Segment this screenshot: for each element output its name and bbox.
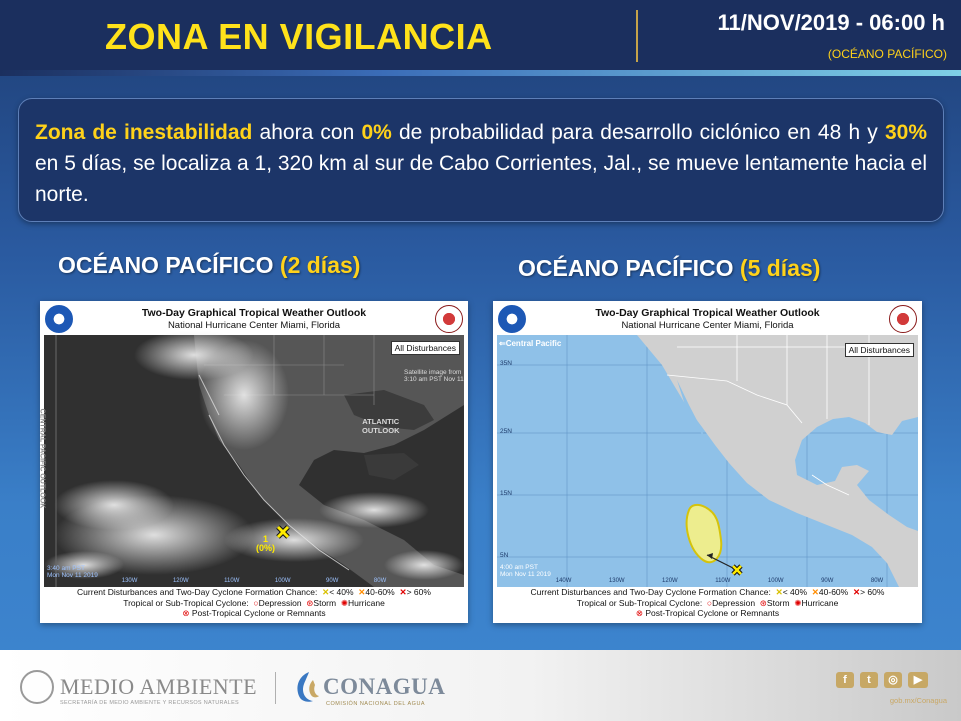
longitude-label: 110W (224, 578, 240, 584)
central-pacific-outlook-label: CENTRAL PACIFIC OUTLOOK (38, 408, 46, 509)
disturbance-marker-icon[interactable] (278, 527, 288, 537)
youtube-icon[interactable]: ▶ (908, 672, 928, 688)
legend-low: < 40% (782, 587, 808, 597)
summary-highlight-5d: 30% (884, 121, 927, 144)
legend-row-formation (497, 587, 918, 598)
hurricane-icon: ✺ (791, 597, 802, 608)
depression-icon: ○ (704, 597, 713, 608)
outlook-map (497, 335, 918, 587)
map-header (493, 301, 922, 335)
depression-icon: ○ (251, 597, 259, 608)
ministry-subtitle: SECRETARÍA DE MEDIO AMBIENTE Y RECURSOS NATURALES (60, 700, 240, 706)
agency-subtitle: COMISIÓN NACIONAL DEL AGUA (326, 701, 426, 707)
legend-post-tropical: Post-Tropical Cyclone or Remnants (645, 608, 780, 618)
map-title: Two-Day Graphical Tropical Weather Outlook (595, 307, 820, 319)
satellite-image (38, 335, 464, 587)
post-tropical-icon: ⊗ (635, 608, 646, 618)
legend-label: Current Disturbances and Two-Day Cyclone Formation Chance: (530, 587, 771, 597)
longitude-label: 90W (821, 578, 834, 584)
longitude-label: 100W (274, 578, 291, 584)
legend-high: > 60% (406, 587, 431, 597)
header-accent-line (0, 70, 961, 76)
longitude-labels (497, 578, 918, 584)
legend-row-cyclone (44, 598, 464, 609)
latitude-label: 25N (500, 428, 512, 435)
footer-divider (275, 672, 276, 704)
atlantic-outlook-label (362, 417, 400, 435)
longitude-label: 110W (715, 578, 731, 584)
footer (0, 650, 961, 721)
longitude-label: 80W (870, 578, 884, 584)
low-chance-icon: ✕ (319, 587, 330, 597)
noaa-logo-icon (45, 305, 73, 333)
storm-icon: ⊛ (757, 597, 767, 608)
disturbance-number: 1 (263, 534, 269, 544)
mid-chance-icon: ✕ (809, 587, 819, 597)
satellite-image-graphic (44, 335, 464, 587)
map-title: Two-Day Graphical Tropical Weather Outlook (141, 307, 367, 319)
facebook-icon[interactable]: f (836, 672, 854, 688)
post-tropical-icon: ⊗ (182, 608, 192, 618)
summary-text: de probabilidad para desarrollo ciclónico en 48 h y (391, 121, 885, 144)
longitude-labels (44, 578, 464, 584)
summary-highlight-48h: 0% (361, 121, 392, 144)
legend-hurricane: Hurricane (801, 597, 839, 608)
map-time-line: Mon Nov 11 2019 (47, 572, 98, 579)
legend-depression: Depression (712, 597, 756, 608)
outlook-map-graphic (497, 335, 918, 587)
longitude-label: 130W (121, 578, 138, 584)
atlantic-outlook-line: ATLANTIC (362, 417, 400, 426)
legend-storm: Storm (766, 597, 790, 608)
legend-label: Current Disturbances and Two-Day Cyclone Formation Chance: (77, 587, 318, 597)
summary-text: ahora con (252, 121, 362, 144)
map-time-line: Mon Nov 11 2019 (500, 571, 551, 578)
panel-title-period: (2 días) (279, 252, 361, 278)
longitude-label: 80W (373, 578, 387, 584)
legend-row-post-tropical (497, 608, 918, 619)
ministry-name: MEDIO AMBIENTE (60, 674, 258, 699)
disturbance-label (256, 535, 275, 553)
mexico-emblem-icon (20, 670, 54, 704)
header-divider (636, 10, 638, 62)
summary-highlight-zone: Zona de inestabilidad (35, 121, 253, 144)
panel-title-5-days (518, 255, 820, 282)
agency-name: CONAGUA (323, 674, 446, 699)
legend-low: < 40% (329, 587, 354, 597)
latitude-label: 15N (500, 490, 512, 497)
latitude-label: 5N (500, 552, 509, 559)
outlook-map-2-days (40, 301, 468, 623)
disturbance-chance: (0%) (256, 543, 276, 553)
legend-label: Tropical or Sub-Tropical Cyclone: (123, 597, 249, 608)
legend-hurricane: Hurricane (347, 597, 385, 608)
legend-mid: 40-60% (818, 587, 849, 597)
central-pacific-link[interactable]: ⇐Central Pacific (499, 339, 562, 348)
map-time-line: 4:00 am PST (500, 564, 538, 571)
map-time-line: 3:40 am PST (47, 565, 85, 572)
bulletin-datetime: 11/NOV/2019 - 06:00 h (717, 10, 945, 35)
legend-post-tropical: Post-Tropical Cyclone or Remnants (191, 608, 326, 618)
legend-storm: Storm (313, 597, 337, 608)
map-subtitle: National Hurricane Center Miami, Florida (167, 320, 341, 331)
basin-label: (OCÉANO PACÍFICO) (827, 47, 947, 61)
longitude-label: 120W (172, 578, 189, 584)
high-chance-icon: ✕ (850, 587, 861, 597)
mid-chance-icon: ✕ (355, 587, 366, 597)
legend-depression: Depression (258, 597, 302, 608)
map-timestamp (500, 564, 551, 578)
noaa-logo-icon (498, 305, 526, 333)
longitude-label: 90W (326, 578, 339, 584)
all-disturbances-button[interactable]: All Disturbances (391, 341, 460, 355)
legend-label: Tropical or Sub-Tropical Cyclone: (576, 597, 703, 608)
longitude-label: 130W (608, 578, 625, 584)
legend-row-cyclone (497, 598, 918, 609)
panel-title-main: OCÉANO PACÍFICO (518, 255, 734, 281)
longitude-label: 100W (767, 578, 784, 584)
longitude-label: 120W (662, 578, 678, 584)
legend-high: > 60% (860, 587, 885, 597)
atlantic-outlook-line: OUTLOOK (362, 426, 400, 435)
map-legend (497, 587, 918, 619)
high-chance-icon: ✕ (397, 587, 407, 597)
map-timestamp (47, 565, 98, 579)
instagram-icon[interactable]: ◎ (884, 672, 902, 688)
satellite-note-line: Satellite image from (404, 369, 462, 376)
website-link[interactable]: gob.mx/Conagua (889, 696, 947, 705)
map-legend (44, 587, 464, 619)
longitude-label: 140W (555, 578, 572, 584)
map-subtitle: National Hurricane Center Miami, Florida (621, 320, 794, 331)
legend-row-post-tropical (44, 608, 464, 619)
disturbance-marker-icon[interactable] (733, 566, 741, 574)
panel-title-main: OCÉANO PACÍFICO (58, 252, 274, 278)
satellite-note-line: 3:10 am PST Nov 11 (404, 376, 464, 383)
low-chance-icon: ✕ (773, 587, 783, 597)
page-title: ZONA EN VIGILANCIA (105, 16, 493, 57)
conagua-logo-icon (291, 670, 321, 704)
satellite-note (404, 369, 464, 383)
summary-text: en 5 días, se localiza a 1, 320 km al sur de Cabo Corrientes, Jal., se mueve lentamente hacia el norte. (35, 152, 927, 206)
panel-title-period: (5 días) (739, 255, 821, 281)
nws-logo-icon (435, 305, 463, 333)
latitude-label: 35N (500, 360, 512, 367)
all-disturbances-button[interactable]: All Disturbances (845, 343, 914, 357)
panel-title-2-days (58, 252, 360, 279)
storm-icon: ⊛ (303, 597, 314, 608)
twitter-icon[interactable]: t (860, 672, 878, 688)
legend-mid: 40-60% (365, 587, 395, 597)
map-header (40, 301, 468, 335)
nws-logo-icon (889, 305, 917, 333)
outlook-map-5-days (493, 301, 922, 623)
hurricane-icon: ✺ (338, 597, 348, 608)
summary-box (18, 98, 944, 222)
legend-row-formation (44, 587, 464, 598)
